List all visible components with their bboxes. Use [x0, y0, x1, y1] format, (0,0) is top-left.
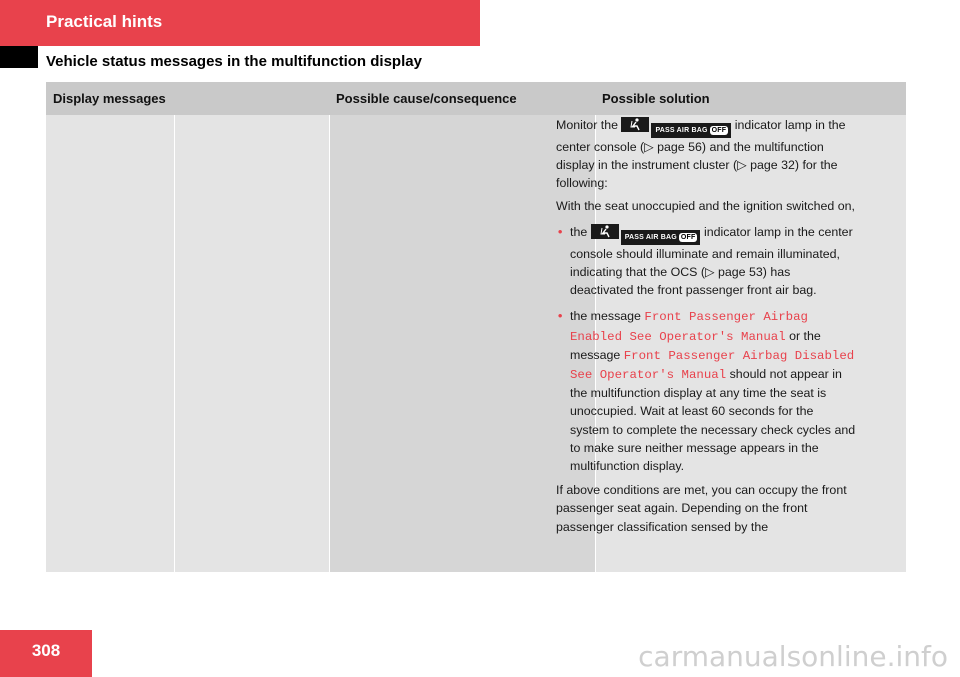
column-header-display-messages: Display messages: [53, 91, 166, 106]
section-title: Practical hints: [46, 12, 163, 31]
solution-text: [556, 116, 856, 540]
solution-paragraph-3: If above conditions are met, you can occupy the front passenger seat again. Depending on the front passenger classification sensed by the: [556, 483, 847, 534]
airbag-off-label: OFF: [711, 127, 727, 134]
solution-paragraph-1: [556, 116, 856, 193]
text-run: the message: [570, 309, 641, 324]
text-run: the: [570, 224, 588, 239]
airbag-off-icon: [651, 123, 731, 138]
display-message-disabled: Front Passenger Airbag Disabled See Operator's Manual: [570, 348, 855, 383]
solution-paragraph-2: With the seat unoccupied and the ignition switched on,: [556, 198, 855, 213]
list-item: [556, 223, 856, 300]
airbag-label: PASS AIR BAG: [624, 233, 677, 241]
text-run: indicator lamp in the center console should illuminate and remain illuminated, indicating that the OCS (▷ page 53) has deactivated the front passenger front air bag.: [570, 224, 853, 298]
column-header-solution: Possible solution: [602, 91, 710, 106]
bullet-icon: •: [558, 224, 563, 239]
text-run: indicator lamp in the center console (▷ page 56) and the multifunction display in the instrument cluster (▷ page 32) for the following:: [556, 118, 846, 191]
airbag-label: PASS AIR BAG: [655, 127, 708, 134]
table-cell-display-message-detail: [175, 115, 329, 572]
section-tab: [0, 46, 38, 68]
text-run: should not appear in the multifunction display at any time the seat is unoccupied. Wait at least 60 seconds for the system to complete the necessary check cycles and to make sure neither message appears in the multifunction display.: [570, 367, 856, 474]
page-number: 308: [31, 641, 61, 660]
list-item: [556, 307, 856, 475]
text-run: or the message: [570, 328, 821, 362]
table-header: [46, 82, 906, 115]
display-message-enabled: Front Passenger Airbag Enabled See Operator's Manual: [570, 310, 808, 344]
passenger-seat-icon: [621, 117, 649, 132]
text-run: Monitor the: [556, 118, 618, 132]
table-cell-display-message: [46, 115, 174, 572]
page-subtitle: Vehicle status messages in the multifunction display: [46, 53, 422, 70]
airbag-off-icon: [621, 230, 701, 245]
column-header-cause: Possible cause/consequence: [336, 91, 517, 106]
bullet-icon: •: [558, 309, 563, 324]
airbag-off-label: OFF: [680, 233, 696, 241]
watermark: carmanualsonline.info: [638, 640, 948, 673]
passenger-seat-icon: [591, 224, 619, 239]
